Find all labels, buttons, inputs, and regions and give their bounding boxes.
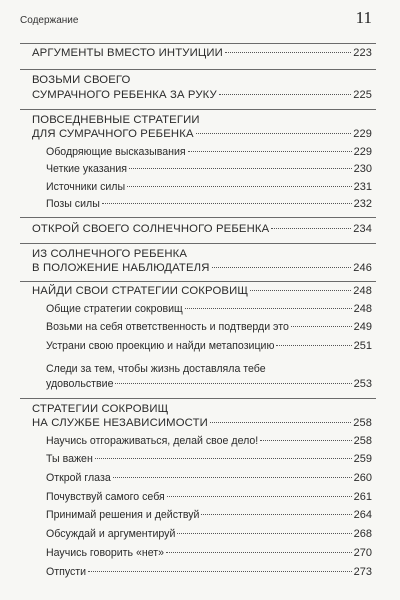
entry-title: Открой глаза [46,472,111,484]
toc-entry-section[interactable] [46,528,372,540]
entry-title: НА СЛУЖБЕ НЕЗАВИСИМОСТИ [32,417,208,429]
entry-title-line: ПОВСЕДНЕВНЫЕ СТРАТЕГИИ [32,114,200,126]
toc-entry-chapter[interactable] [32,285,372,297]
entry-title: Почувствуй самого себя [46,491,165,503]
entry-title-line: ИЗ СОЛНЕЧНОГО РЕБЕНКА [32,248,188,260]
toc-entry-section[interactable] [46,198,372,210]
entry-page: 229 [353,146,372,158]
divider [20,43,376,44]
dot-leader [129,168,352,169]
entry-title-line: Следи за тем, чтобы жизнь доставляла тебе [46,363,266,375]
toc-entry-section[interactable] [46,547,372,559]
entry-title-line: СТРАТЕГИИ СОКРОВИЩ [32,403,169,415]
dot-leader [201,514,351,515]
dot-leader [196,133,352,134]
dot-leader [188,151,352,152]
entry-page: 270 [353,547,372,559]
entry-title: НАЙДИ СВОИ СТРАТЕГИИ СОКРОВИЩ [32,285,249,297]
toc-entry-section[interactable] [46,566,372,578]
toc-entry-section[interactable] [46,491,372,503]
toc-entry-section[interactable] [46,181,372,193]
entry-title: Четкие указания [46,163,128,175]
entry-page: 260 [353,472,372,484]
entry-title: Отпусти [46,566,87,578]
dot-leader [115,383,351,384]
page-number: 11 [355,8,372,27]
dot-leader [95,458,352,459]
entry-page: 264 [353,509,372,521]
divider [20,281,376,282]
toc-entry-section[interactable] [46,146,372,158]
dot-leader [177,533,351,534]
toc-entry-chapter[interactable] [32,262,372,274]
entry-page: 232 [353,198,372,210]
entry-title: Ободряющие высказывания [46,146,186,158]
entry-page: 248 [353,285,372,297]
toc-entry-section[interactable] [46,509,372,521]
entry-title: Обсуждай и аргументируй [46,528,176,540]
toc-entry-section[interactable] [46,453,372,465]
entry-page: 258 [353,435,372,447]
entry-page: 258 [353,417,372,429]
entry-title: Научись говорить «нет» [46,547,164,559]
entry-title: ОТКРОЙ СВОЕГО СОЛНЕЧНОГО РЕБЕНКА [32,223,270,235]
entry-page: 253 [353,378,372,390]
entry-title: Источники силы [46,181,126,193]
toc-entry-section[interactable] [46,340,372,352]
entry-title: Позы силы [46,198,100,210]
divider [20,217,376,218]
entry-title: Общие стратегии сокровищ [46,303,183,315]
entry-title: ДЛЯ СУМРАЧНОГО РЕБЕНКА [32,128,194,140]
dot-leader [260,440,351,441]
entry-title: Возьми на себя ответственность и подтверди это [46,321,289,333]
entry-page: 234 [353,223,372,235]
entry-page: 225 [353,89,372,101]
section-label: Содержание [20,15,79,26]
entry-page: 268 [353,528,372,540]
toc-entry-chapter[interactable] [32,128,372,140]
entry-page: 273 [353,566,372,578]
entry-page: 229 [353,128,372,140]
toc-entry-section[interactable] [46,321,372,333]
entry-title: В ПОЛОЖЕНИЕ НАБЛЮДАТЕЛЯ [32,262,210,274]
dot-leader [113,477,352,478]
entry-title: АРГУМЕНТЫ ВМЕСТО ИНТУИЦИИ [32,47,223,59]
toc-entry-section[interactable] [46,378,372,390]
dot-leader [127,186,352,187]
toc-entry-chapter[interactable] [32,417,372,429]
entry-page: 223 [353,47,372,59]
dot-leader [167,496,352,497]
dot-leader [102,203,352,204]
dot-leader [185,308,352,309]
entry-page: 248 [353,303,372,315]
toc-entry-section[interactable] [46,303,372,315]
dot-leader [166,552,352,553]
entry-title: Принимай решения и действуй [46,509,200,521]
divider [20,243,376,244]
entry-page: 259 [353,453,372,465]
entry-page: 231 [353,181,372,193]
entry-title-line: ВОЗЬМИ СВОЕГО [32,74,131,86]
dot-leader [225,52,351,53]
dot-leader [212,267,352,268]
entry-page: 246 [353,262,372,274]
toc-entry-section[interactable] [46,435,372,447]
entry-page: 230 [353,163,372,175]
toc-entry-section[interactable] [46,163,372,175]
toc-entry-chapter[interactable] [32,223,372,235]
entry-title: Ты важен [46,453,93,465]
divider [20,398,376,399]
toc-entry-chapter[interactable] [32,47,372,59]
toc-entry-section[interactable] [46,472,372,484]
entry-title: Научись отгораживаться, делай свое дело! [46,435,259,447]
dot-leader [271,228,351,229]
dot-leader [210,422,351,423]
toc-entry-chapter[interactable] [32,89,372,101]
dot-leader [219,94,351,95]
entry-page: 261 [353,491,372,503]
entry-title: Устрани свою проекцию и найди метапозицию [46,340,275,352]
entry-page: 251 [353,340,372,352]
divider [20,109,376,110]
dot-leader [291,326,352,327]
divider [20,69,376,70]
entry-title: удовольствие [46,378,114,390]
dot-leader [276,345,351,346]
entry-title: СУМРАЧНОГО РЕБЕНКА ЗА РУКУ [32,89,217,101]
entry-page: 249 [353,321,372,333]
dot-leader [88,571,352,572]
dot-leader [250,290,351,291]
